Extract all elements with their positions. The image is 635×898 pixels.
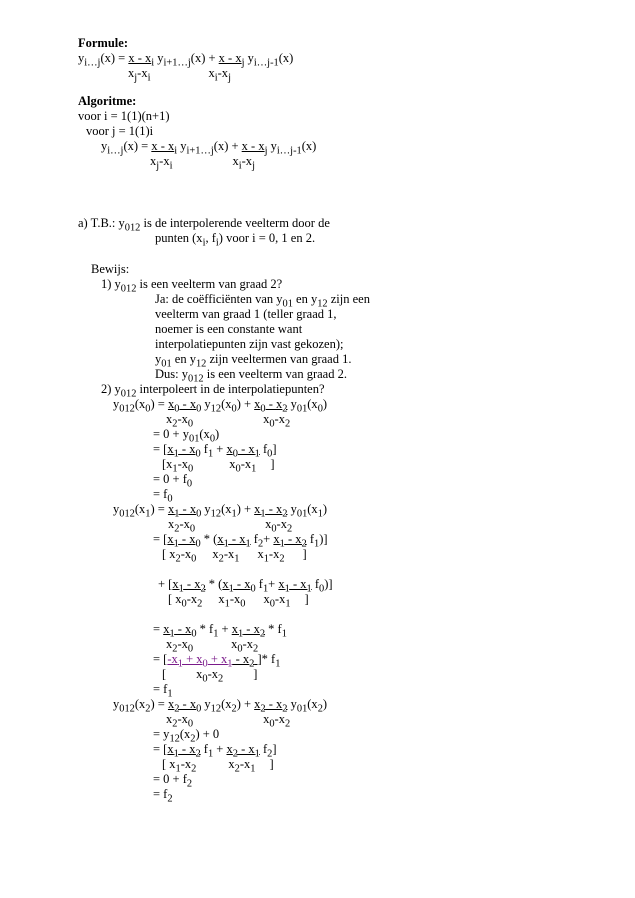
algoritme-loop-i: voor i = 1(1)(n+1) — [78, 109, 170, 123]
x1-step-3: = $x_1 - x_0 * f_1 + x_1 - x_2 * f_1$ — [153, 622, 287, 640]
question-2: 2) $y_{012}$ interpoleert in de interpolatiepunten? — [101, 382, 325, 400]
answer-1-line-5: $y_{01}$ en $y_{12}$ zijn veeltermen van graad 1. — [155, 352, 352, 370]
x2-step-3: = $0 + f_2$ — [153, 772, 193, 790]
algoritme-formula: $y_{i\dots j}(x) = x - x_i$ $y_{i+1\dots j}(x) + x - x_j$ $y_{i\dots j-1}(x)$ — [101, 139, 317, 157]
x1-denominators: $x_2-x_0$ $x_0-x_2$ — [168, 517, 293, 535]
formule-denominators: $x_j-x_i$ $x_i-x_j$ — [128, 66, 231, 84]
question-1: 1) $y_{012}$ is een veelterm van graad 2? — [101, 277, 283, 295]
x2-denominators: $x_2-x_0$ $x_0-x_2$ — [166, 712, 291, 730]
answer-1-line-3: noemer is een constante want — [155, 322, 303, 336]
part-a-statement: a) T.B.: $y_{012}$ is de interpolerende veelterm door de — [78, 216, 330, 234]
x1-equation: $y_{012}(x_1) = x_1 - x_0$ $y_{12}(x_1) + x_1 - x_2$ $y_{01}(x_1)$ — [113, 502, 328, 520]
bewijs-heading: Bewijs: — [91, 262, 130, 276]
x0-equation: $y_{012}(x_0) = x_0 - x_0$ $y_{12}(x_0) + x_0 - x_2$ $y_{01}(x_0)$ — [113, 397, 328, 415]
answer-1-line-6: Dus: $y_{012}$ is een veelterm van graad 2. — [155, 367, 347, 385]
x0-step-3: = $0 + f_0$ — [153, 472, 193, 490]
x1-step-3-denominators: $x_2-x_0$ $x_0-x_2$ — [166, 637, 259, 655]
x2-step-2: = [$x_1 - x_2$ $f_1 + x_2 - x_1$ $f_2$] — [153, 742, 277, 760]
x2-step-4: = $f_2$ — [153, 787, 173, 805]
x1-step-4: = [$-x_1 + x_0 + x_1 - x_2$ ]* $f_1$ — [153, 652, 281, 670]
x2-step-2-denominators: [ $x_1-x_2$ $x_2-x_1$ ] — [162, 757, 274, 775]
x0-step-2-denominators: [$x_1-x_0$ $x_0-x_1$ ] — [162, 457, 275, 475]
answer-1-line-1: Ja: de coëfficiënten van $y_{01}$ en $y_{12}$ zijn een — [155, 292, 370, 310]
x1-step-4-denominators: [ $x_0-x_2$ ] — [162, 667, 258, 685]
algoritme-denominators: $x_j-x_i$ $x_i-x_j$ — [150, 154, 255, 172]
answer-1-line-4: interpolatiepunten zijn vast gekozen); — [155, 337, 344, 351]
x0-step-1: = $0 + y_{01}(x_0)$ — [153, 427, 220, 445]
formule-line: $y_{i\dots j}(x) = x - x_i$ $y_{i+1\dots j}(x) + x - x_j$ $y_{i\dots j-1}(x)$ — [78, 51, 294, 69]
algoritme-heading: Algoritme: — [78, 94, 137, 108]
part-a-statement-cont: punten ($x_i$, $f_i$) voor i = 0, 1 en 2. — [155, 231, 316, 249]
x2-equation: $y_{012}(x_2) = x_2 - x_0$ $y_{12}(x_2) + x_2 - x_2$ $y_{01}(x_2)$ — [113, 697, 328, 715]
x1-step-1: = [$x_1 - x_0 * (x_1 - x_1$ $f_2+ x_1 - x_2$ $f_1$)] — [153, 532, 328, 550]
x1-step-2: + [$x_1 - x_2 * (x_1 - x_0$ $f_1+ x_1 - x_1$ $f_0$)] — [158, 577, 333, 595]
answer-1-line-2: veelterm van graad 1 (teller graad 1, — [155, 307, 337, 321]
formule-heading: Formule: — [78, 36, 128, 50]
x0-denominators: $x_2-x_0$ $x_0-x_2$ — [166, 412, 291, 430]
x1-step-1-denominators: [ $x_2-x_0$ $x_2-x_1$ $x_1-x_2$ ] — [162, 547, 307, 565]
x0-step-4: = $f_0$ — [153, 487, 173, 505]
x2-step-1: = $y_{12}(x_2) + 0$ — [153, 727, 220, 745]
x1-step-5: = $f_1$ — [153, 682, 173, 700]
x1-step-2-denominators: [ $x_0-x_2$ $x_1-x_0$ $x_0-x_1$ ] — [168, 592, 309, 610]
algoritme-loop-j: voor j = 1(1)i — [86, 124, 154, 138]
x0-step-2: = [$x_1 - x_0$ $f_1 + x_0 - x_1$ $f_0$] — [153, 442, 277, 460]
